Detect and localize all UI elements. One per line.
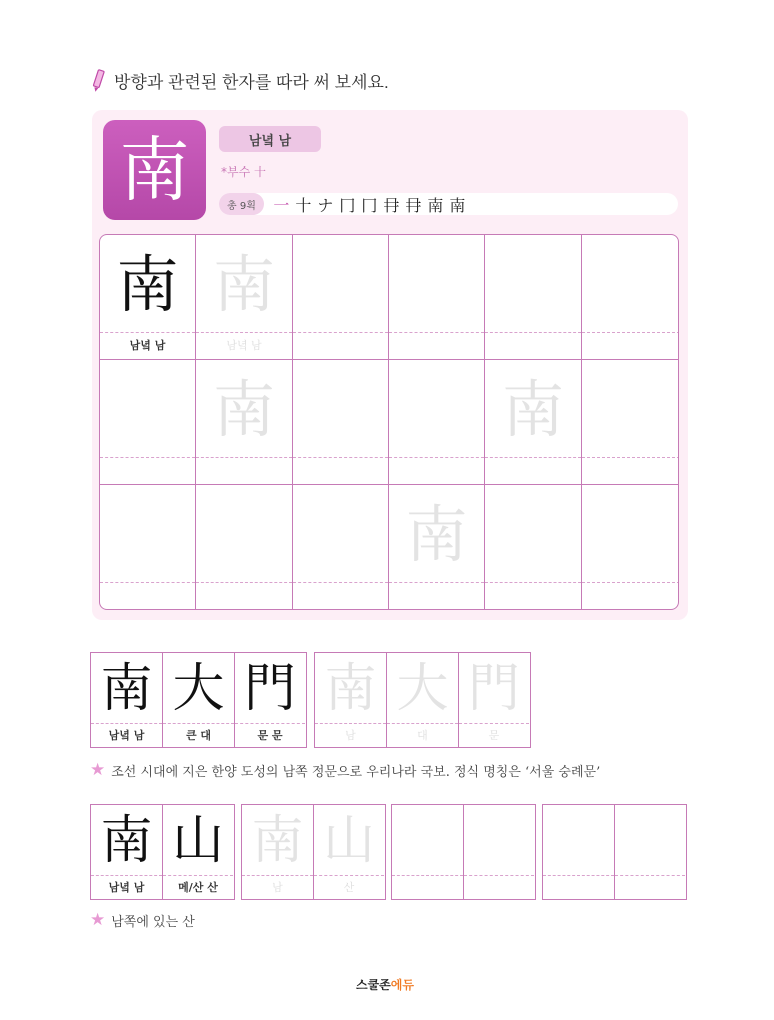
star-icon: ★: [90, 760, 106, 780]
guide-line: [163, 875, 233, 876]
blank-cell[interactable]: [464, 805, 534, 899]
guide-line: [459, 723, 529, 724]
word-glyph: 南: [324, 659, 377, 719]
cell-caption: 남녘 남: [226, 339, 262, 352]
grid-cell[interactable]: [389, 485, 485, 610]
word-caption: 메/산 산: [178, 881, 218, 894]
main-character: 南: [119, 129, 190, 211]
word-caption: 문 문: [257, 729, 283, 742]
stroke-step: 南: [449, 195, 466, 215]
word-caption: 산: [343, 881, 355, 894]
cell-glyph: 南: [501, 373, 564, 446]
guide-line: [100, 457, 195, 458]
guide-line: [163, 723, 234, 724]
guide-line: [196, 332, 292, 333]
pencil-icon: [90, 69, 106, 93]
guide-line: [392, 875, 463, 876]
blank-cell[interactable]: [615, 805, 685, 899]
stroke-step: 冄: [405, 195, 422, 215]
guide-line: [196, 457, 292, 458]
word-caption: 남: [272, 881, 283, 894]
instruction-text: 방향과 관련된 한자를 따라 써 보세요.: [114, 73, 389, 92]
star-icon: ★: [90, 910, 106, 930]
stroke-step: 冂: [339, 195, 356, 215]
word-glyph: 山: [171, 811, 224, 871]
word2-blank-box: [542, 804, 687, 900]
word-caption: 남: [345, 729, 356, 742]
trace-cell[interactable]: [314, 805, 384, 899]
word-glyph: 南: [100, 811, 153, 871]
blank-cell[interactable]: [392, 805, 464, 899]
grid-cell[interactable]: [582, 485, 679, 610]
stroke-step: 冄: [383, 195, 400, 215]
logo-part1: 스쿨존: [356, 978, 391, 992]
word-glyph: 門: [467, 659, 520, 719]
guide-line: [387, 723, 458, 724]
word-cell: [235, 653, 305, 747]
grid-cell[interactable]: [389, 235, 485, 360]
publisher-logo: [356, 976, 414, 993]
stroke-count: 총 9획: [219, 193, 264, 215]
grid-cell[interactable]: [196, 235, 293, 360]
guide-line: [389, 332, 484, 333]
guide-line: [582, 332, 679, 333]
word2-blank-box: [391, 804, 536, 900]
stroke-step: 十: [295, 195, 312, 215]
word2-trace-box: [241, 804, 386, 900]
guide-line: [100, 332, 195, 333]
grid-cell[interactable]: [293, 360, 389, 485]
word-caption: 남녘 남: [108, 881, 145, 894]
word-cell: [91, 805, 163, 899]
word1-example-box: [90, 652, 307, 748]
guide-line: [91, 723, 162, 724]
guide-line: [389, 582, 484, 583]
grid-cell[interactable]: [389, 360, 485, 485]
word-cell: [163, 805, 233, 899]
grid-cell[interactable]: [293, 235, 389, 360]
word-glyph: 大: [396, 659, 449, 719]
grid-cell[interactable]: [100, 485, 196, 610]
logo-part2: 에듀: [390, 978, 414, 992]
trace-cell[interactable]: [315, 653, 387, 747]
word-glyph: 南: [251, 811, 304, 871]
cell-glyph: 南: [116, 248, 179, 321]
word2-note-text: 남쪽에 있는 산: [111, 914, 195, 930]
stroke-order-row: [219, 193, 678, 215]
trace-cell[interactable]: [459, 653, 529, 747]
word2-note: [90, 910, 195, 930]
guide-line: [582, 582, 679, 583]
word-caption: 문: [488, 729, 500, 742]
guide-line: [91, 875, 162, 876]
grid-cell[interactable]: [582, 235, 679, 360]
cell-glyph: 南: [405, 498, 468, 571]
word1-note-text: 조선 시대에 지은 한양 도성의 남쪽 정문으로 우리나라 국보. 정식 명칭은 ‘서울 숭례문’: [111, 764, 601, 780]
cell-glyph: 南: [212, 248, 275, 321]
guide-line: [485, 582, 581, 583]
guide-line: [100, 582, 195, 583]
meaning-label: 남녘 남: [219, 126, 321, 152]
blank-cell[interactable]: [543, 805, 615, 899]
grid-cell[interactable]: [485, 485, 582, 610]
word-glyph: 大: [172, 659, 225, 719]
guide-line: [293, 332, 388, 333]
word1-trace-box: [314, 652, 531, 748]
stroke-step: 冂: [361, 195, 378, 215]
word-caption: 대: [417, 729, 428, 742]
instruction-line: [90, 68, 389, 93]
guide-line: [464, 875, 534, 876]
guide-line: [235, 723, 305, 724]
word-glyph: 門: [243, 659, 296, 719]
radical-label: *부수 十: [221, 165, 266, 179]
guide-line: [315, 723, 386, 724]
guide-line: [242, 875, 313, 876]
guide-line: [293, 582, 388, 583]
guide-line: [582, 457, 679, 458]
grid-cell[interactable]: [485, 235, 582, 360]
guide-line: [543, 875, 614, 876]
guide-line: [293, 457, 388, 458]
word2-example-box: [90, 804, 235, 900]
stroke-step: ナ: [317, 195, 334, 215]
word-cell: [91, 653, 163, 747]
main-character-tile: [103, 120, 206, 220]
stroke-step: 南: [427, 195, 444, 215]
guide-line: [615, 875, 685, 876]
cell-caption: 남녘 남: [129, 339, 166, 352]
trace-cell[interactable]: [242, 805, 314, 899]
word-glyph: 山: [322, 811, 375, 871]
word-cell: [163, 653, 235, 747]
stroke-step: 一: [273, 195, 290, 215]
word-glyph: 南: [100, 659, 153, 719]
cell-glyph: 南: [212, 373, 275, 446]
word1-note: [90, 760, 600, 780]
practice-grid: [99, 234, 679, 610]
grid-cell[interactable]: [196, 485, 293, 610]
word-caption: 남녘 남: [108, 729, 145, 742]
guide-line: [485, 457, 581, 458]
stroke-sequence: [272, 193, 467, 216]
guide-line: [314, 875, 384, 876]
trace-cell[interactable]: [387, 653, 459, 747]
grid-cell[interactable]: [582, 360, 679, 485]
guide-line: [389, 457, 484, 458]
grid-cell[interactable]: [485, 360, 582, 485]
grid-cell[interactable]: [196, 360, 293, 485]
grid-cell[interactable]: [100, 235, 196, 360]
word-caption: 큰 대: [185, 729, 212, 742]
grid-cell[interactable]: [100, 360, 196, 485]
grid-cell[interactable]: [293, 485, 389, 610]
guide-line: [485, 332, 581, 333]
guide-line: [196, 582, 292, 583]
